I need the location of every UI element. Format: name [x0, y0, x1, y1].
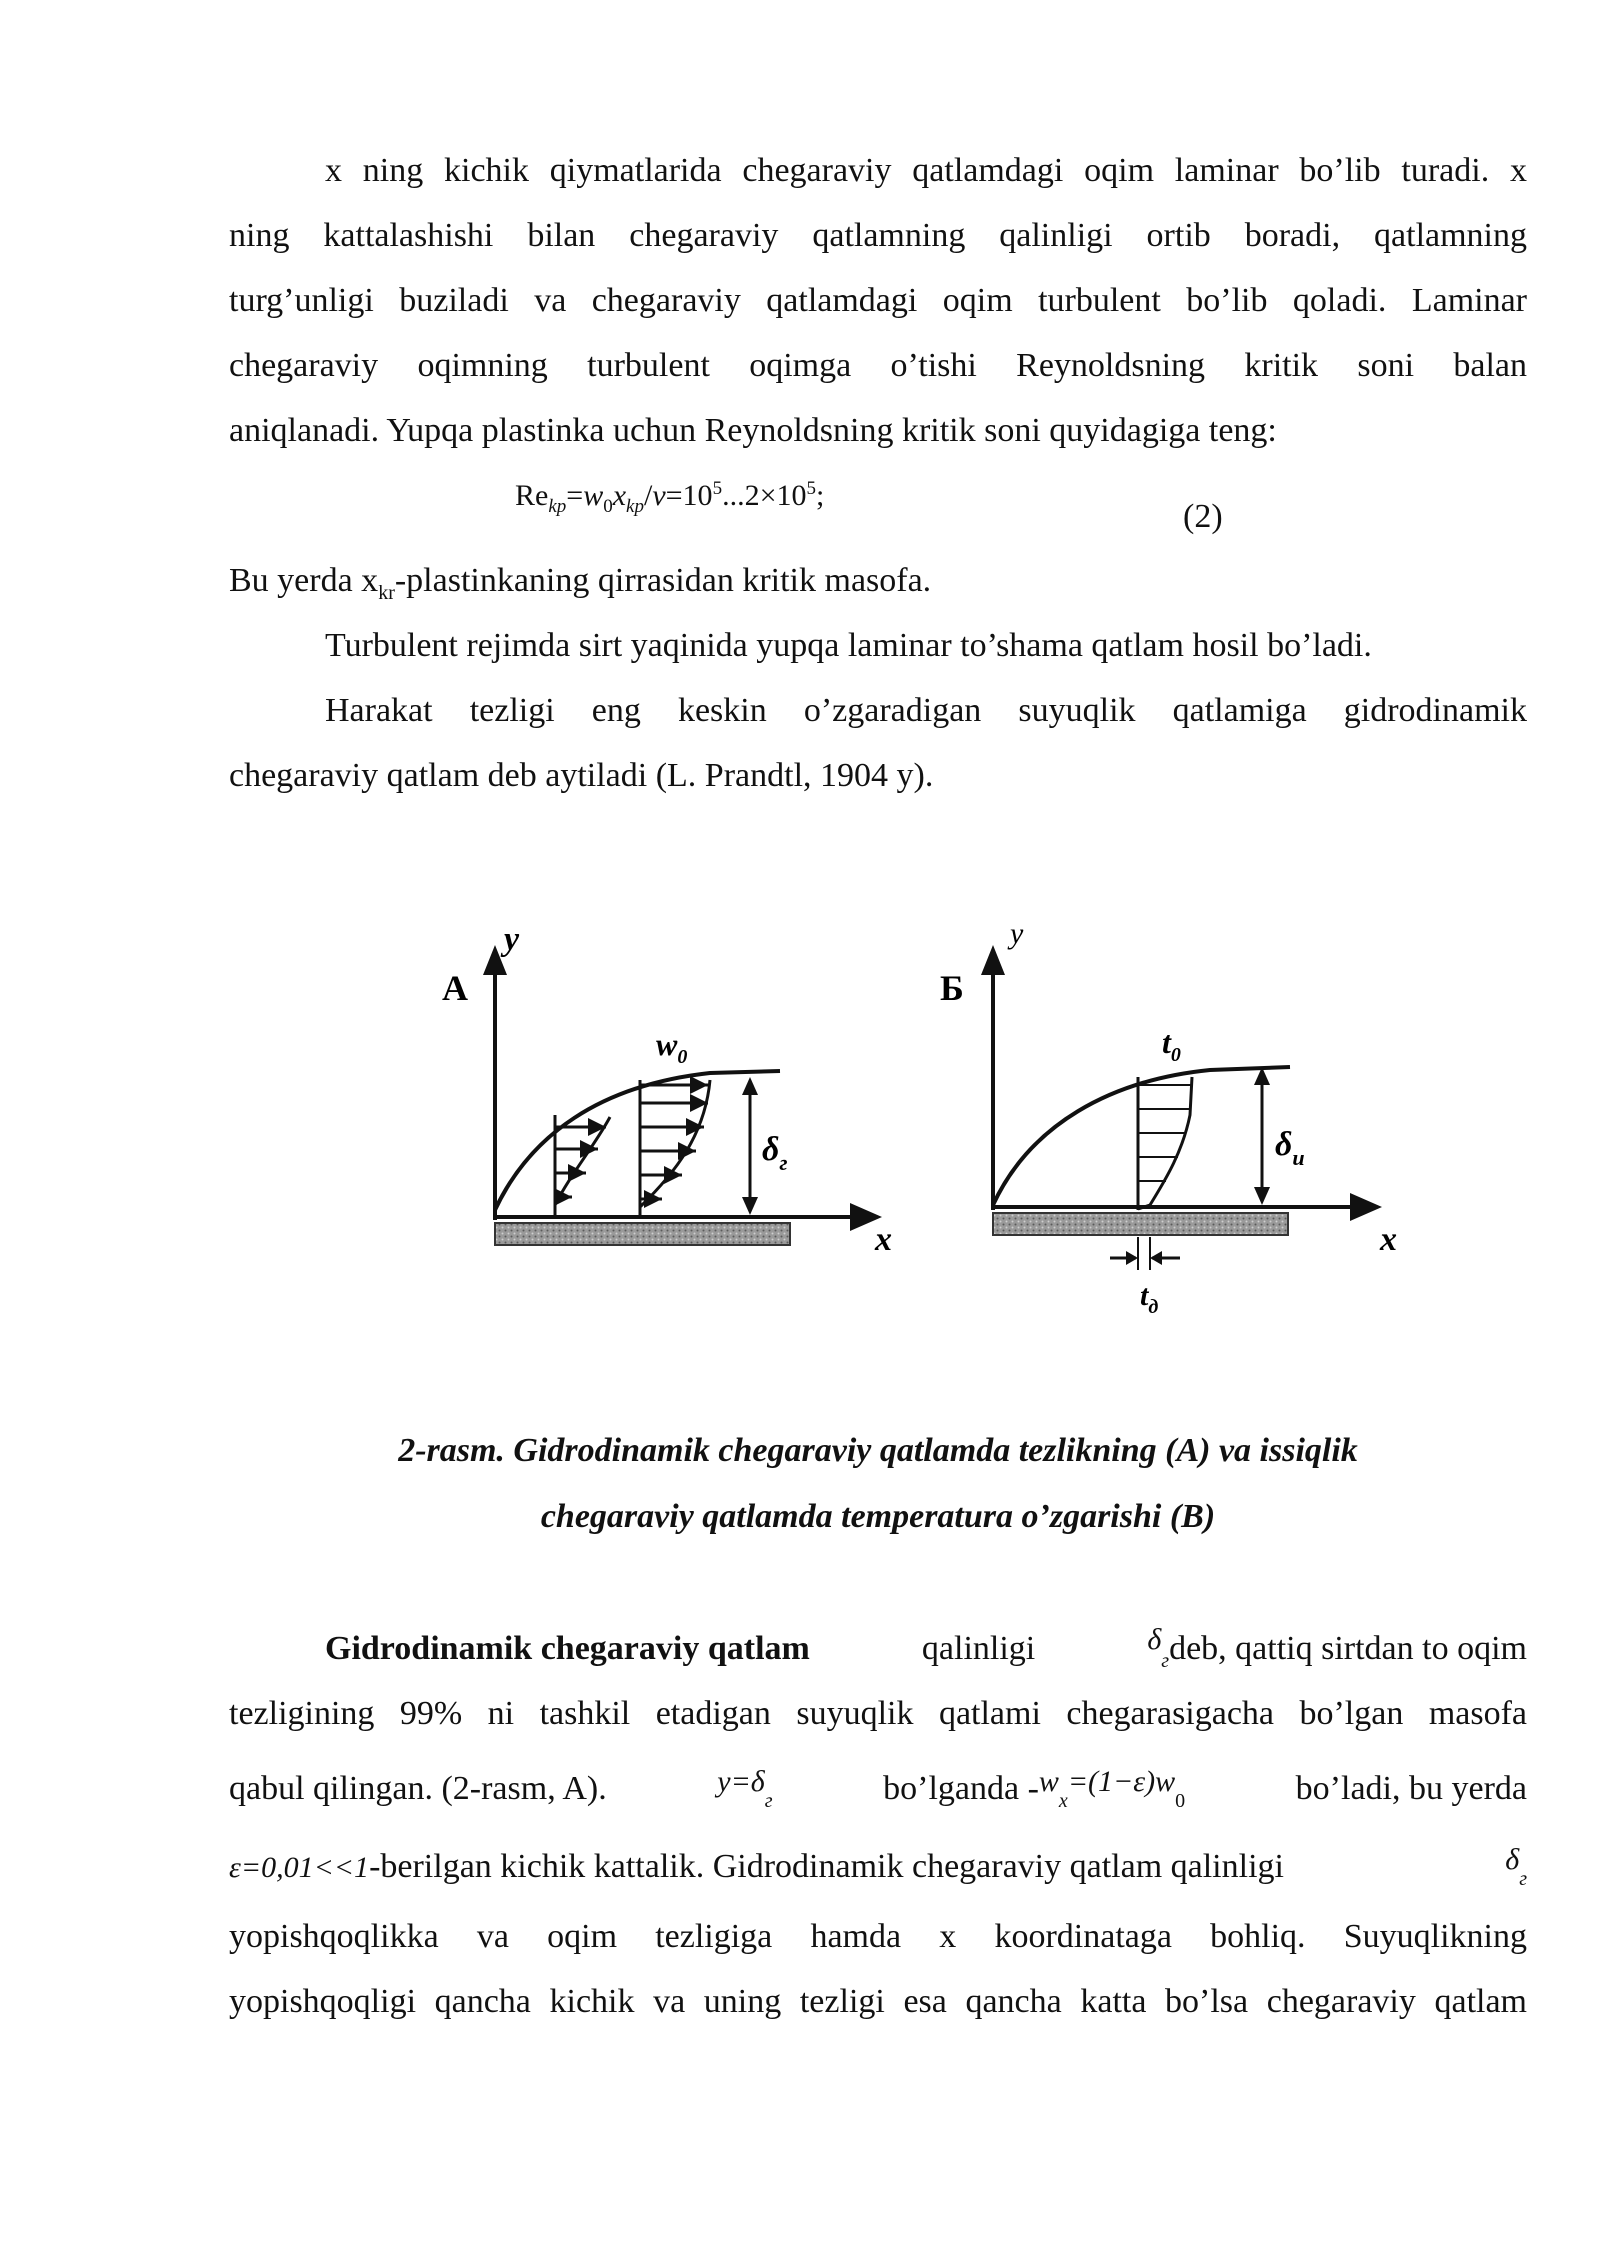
panel-b-y-label: y [1010, 917, 1024, 950]
p5-line-2: tezligining 99% ni tashkil etadigan suyuqlik qatlami chegarasigacha bo’lgan masofa [229, 1695, 1527, 1732]
p5-line-3: qabul qilingan. (2-rasm, A). $y=\delta_г$ bo’lganda $-w_x=(1-\varepsilon)w_0$ bo’ladi, bu yerda [229, 1765, 1527, 1812]
panel-a-w0-label: $w_0$ [656, 1026, 688, 1068]
figure-svg [420, 905, 1450, 1345]
panel-b-delta-label: $\delta_u$ [1275, 1126, 1305, 1170]
p4-line-1: Harakat tezligi eng keskin o’zgaradigan suyuqlik qatlamiga gidrodinamik [325, 692, 1527, 729]
p5-line-1: Gidrodinamik chegaraviy qatlam qalinligi $\delta_гdeb$, qattiq sirtdan to oqim [325, 1623, 1527, 1672]
paragraph-3: Turbulent rejimda sirt yaqinida yupqa laminar to’shama qatlam hosil bo’ladi. [325, 627, 1372, 664]
panel-a-label: A [442, 968, 468, 1008]
p1-line-1: x ning kichik qiymatlarida chegaraviy qatlamdagi oqim laminar bo’lib turadi. x [325, 152, 1527, 189]
panel-a-x-label: x [875, 1221, 892, 1258]
panel-a-plate [495, 1223, 790, 1245]
panel-b-label: Б [940, 968, 964, 1008]
panel-b-t0-label: $t_0$ [1162, 1024, 1181, 1066]
panel-a-delta-label: $\delta_г$ [762, 1131, 788, 1175]
p1-line-5: aniqlanadi. Yupqa plastinka uchun Reynoldsning kritik soni quyidagiga teng: [229, 412, 1277, 449]
panel-b-y-arrow [981, 945, 1005, 975]
equation-number: (2) [1183, 498, 1223, 535]
reynolds-formula: $Re_{kp}=w_0x_{kp}/\nu=10^5...2\times 10^5$; [515, 478, 825, 517]
paragraph-2: Bu yerda $x_{kr}$-plastinkaning qirrasidan kritik masofa. [229, 562, 932, 604]
caption-line-2: chegaraviy qatlamda temperatura o’zgarishi (B) [540, 1498, 1216, 1535]
panel-b-td-label: $t_д$ [1140, 1279, 1159, 1318]
p1-line-2: ning kattalashishi bilan chegaraviy qatlamning qalinligi ortib boradi, qatlamning [229, 217, 1527, 254]
p1-line-4: chegaraviy oqimning turbulent oqimga o’tishi Reynoldsning kritik soni balan [229, 347, 1527, 384]
panel-b [940, 917, 1397, 1318]
p4-line-2: chegaraviy qatlam deb aytiladi (L. Prandtl, 1904 y). [229, 757, 934, 794]
panel-b-plate [993, 1213, 1288, 1235]
p5-line-4: ε=0,01<<1-berilgan kichik kattalik. Gidrodinamik chegaraviy qatlam qalinligi $\delta_г$ [229, 1843, 1527, 1890]
panel-b-x-label: x [1380, 1221, 1397, 1258]
caption-line-1: 2-rasm. Gidrodinamik chegaraviy qatlamda tezlikning (A) va issiqlik [398, 1432, 1358, 1469]
panel-a-boundary-curve [495, 1071, 780, 1210]
panel-b-x-arrow [1350, 1193, 1382, 1221]
panel-a [442, 921, 892, 1258]
figure-caption [229, 1418, 1527, 1550]
p1-line-3: turg’unligi buziladi va chegaraviy qatlamdagi oqim turbulent bo’lib qoladi. Laminar [229, 282, 1527, 319]
p5-line-6: yopishqoqligi qancha kichik va uning tezligi esa qancha katta bo’lsa chegaraviy qatlam [229, 1983, 1527, 2020]
panel-a-y-label: y [504, 921, 520, 958]
boundary-layer-figure [420, 905, 1450, 1345]
panel-b-boundary-curve [993, 1067, 1290, 1205]
p5-line-5: yopishqoqlikka va oqim tezligiga hamda x koordinataga bohliq. Suyuqlikning [229, 1918, 1527, 1955]
